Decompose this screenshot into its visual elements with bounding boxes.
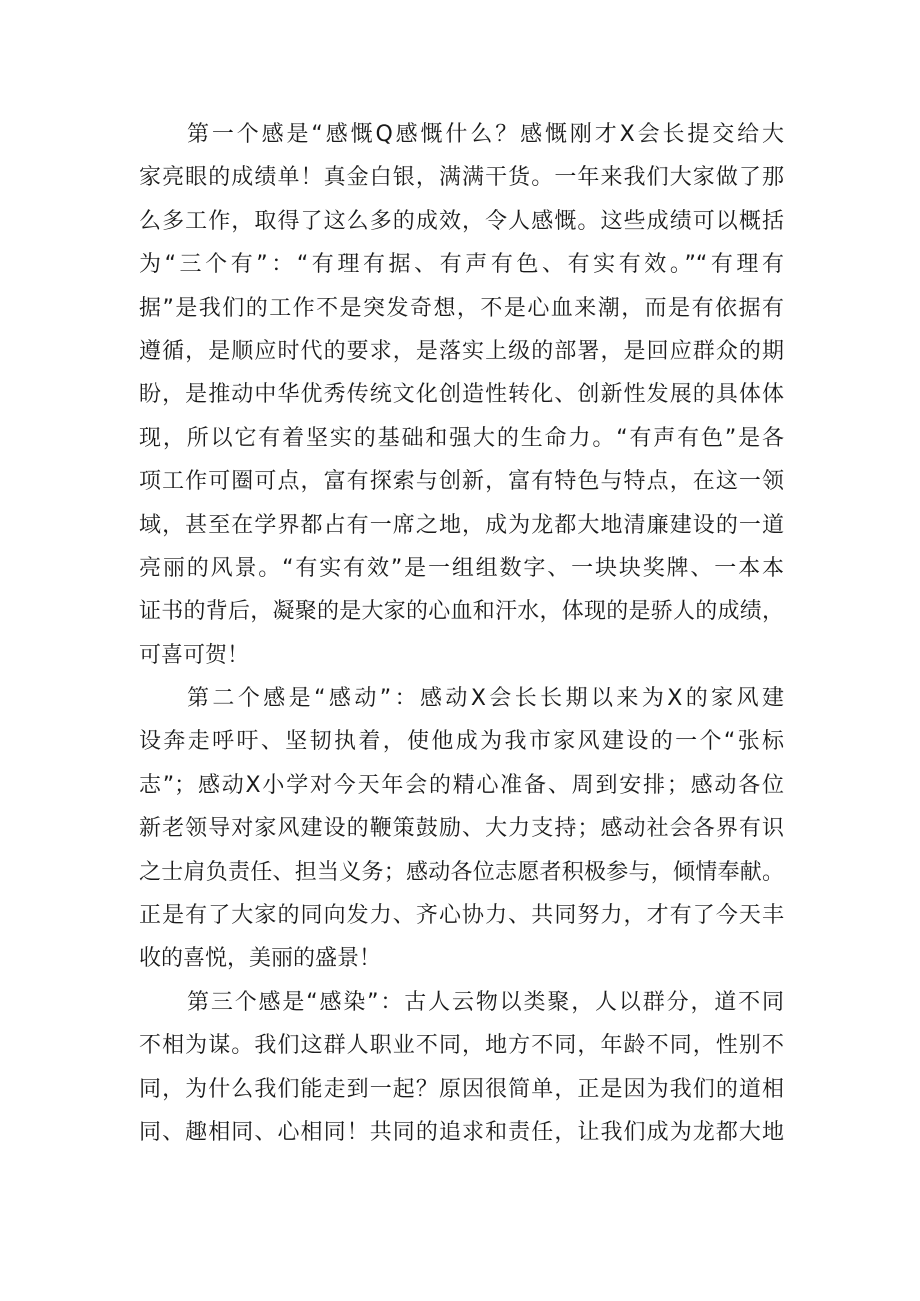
text-line: 志”；感动X小学对今天年会的精心准备、周到安排；感动各位 [139, 772, 784, 798]
text-line: 么多工作，取得了这么多的成效，令人感慨。这些成绩可以概括 [139, 208, 784, 234]
text-line: 第一个感是“感慨Q感慨什么？感慨刚才X会长提交给大 [187, 122, 784, 147]
text-line: 据”是我们的工作不是突发奇想，不是心血来潮，而是有依据有 [139, 295, 784, 321]
paragraph-gankai [139, 113, 784, 677]
text-line: 正是有了大家的同向发力、齐心协力、共同努力，才有了今天丰 [139, 903, 784, 929]
text-line: 为“三个有”：“有理有据、有声有色、有实有效。”“有理有 [139, 252, 784, 278]
text-line: 第三个感是“感染”：古人云物以类聚，人以群分，道不同 [187, 989, 784, 1015]
text-line: 第二个感是“感动”：感动X会长长期以来为X的家风建 [187, 686, 784, 712]
text-line: 亮丽的风景。“有实有效”是一组组数字、一块块奖牌、一本本 [139, 555, 784, 581]
text-line: 同、趣相同、心相同！共同的追求和责任，让我们成为龙都大地 [139, 1119, 784, 1145]
text-line: 可喜可贺！ [139, 642, 250, 668]
paragraph-gandong [139, 677, 784, 981]
paragraph-ganran [139, 981, 784, 1155]
document-body [139, 113, 784, 1154]
text-line: 家亮眼的成绩单！真金白银，满满干货。一年来我们大家做了那 [139, 165, 784, 191]
text-line: 收的喜悦，美丽的盛景！ [139, 946, 382, 972]
text-line: 设奔走呼吁、坚韧执着，使他成为我市家风建设的一个“张标 [139, 729, 784, 755]
text-line: 现，所以它有着坚实的基础和强大的生命力。“有声有色”是各 [139, 425, 784, 451]
text-line: 不相为谋。我们这群人职业不同，地方不同，年龄不同，性别不 [139, 1033, 784, 1059]
text-line: 证书的背后，凝聚的是大家的心血和汗水，体现的是骄人的成绩， [139, 599, 784, 625]
text-line: 盼，是推动中华优秀传统文化创造性转化、创新性发展的具体体 [139, 382, 784, 408]
text-line: 同，为什么我们能走到一起？原因很简单，正是因为我们的道相 [139, 1076, 784, 1102]
text-line: 项工作可圈可点，富有探索与创新，富有特色与特点，在这一领 [139, 469, 784, 495]
text-line: 新老领导对家风建设的鞭策鼓励、大力支持；感动社会各界有识 [139, 816, 784, 842]
text-line: 遵循，是顺应时代的要求，是落实上级的部署，是回应群众的期 [139, 338, 784, 364]
text-line: 域，甚至在学界都占有一席之地，成为龙都大地清廉建设的一道 [139, 512, 784, 538]
text-line: 之士肩负责任、担当义务；感动各位志愿者积极参与，倾情奉献。 [139, 859, 784, 885]
